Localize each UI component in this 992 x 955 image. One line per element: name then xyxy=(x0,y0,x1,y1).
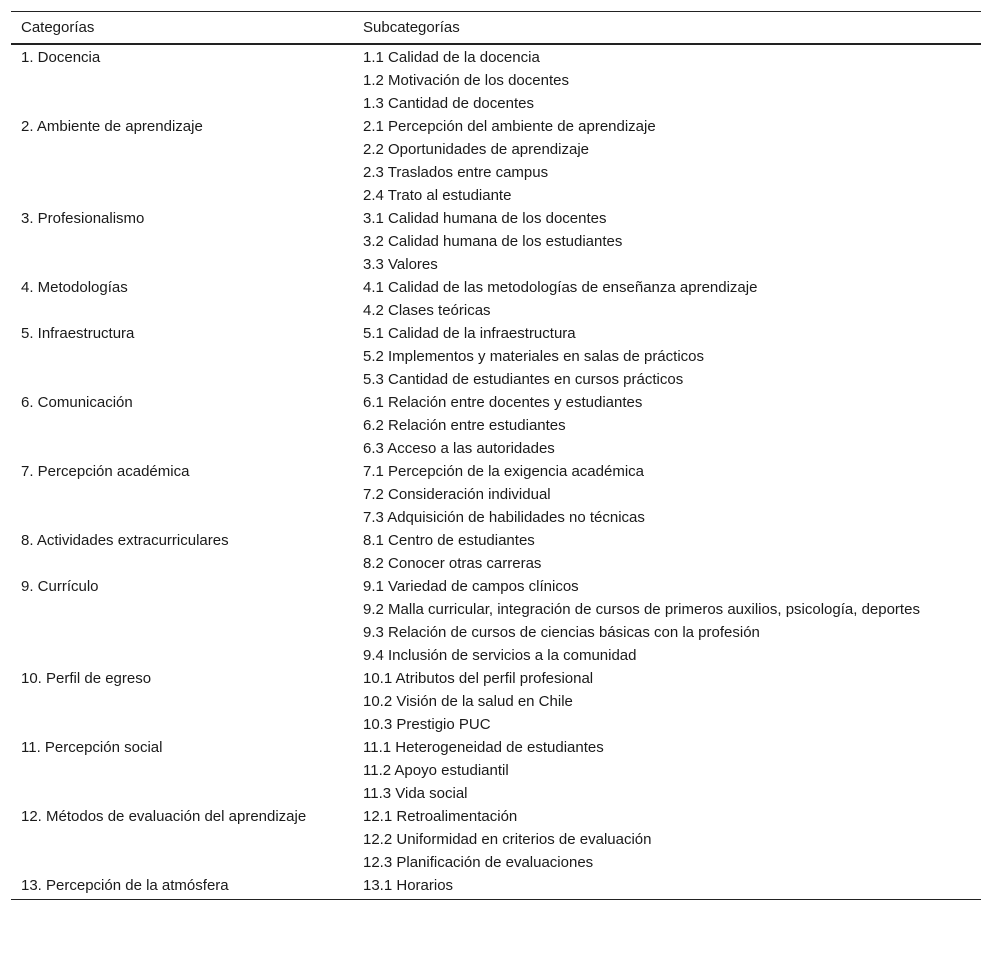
table-row xyxy=(11,851,981,874)
subcategory-cell: 4.2 Clases teóricas xyxy=(363,302,491,319)
header-subcategories: Subcategorías xyxy=(363,18,460,36)
subcategory-cell: 9.4 Inclusión de servicios a la comunidad xyxy=(363,647,637,664)
subcategory-cell: 10.2 Visión de la salud en Chile xyxy=(363,693,573,710)
subcategory-cell: 6.2 Relación entre estudiantes xyxy=(363,417,566,434)
category-cell: 2. Ambiente de aprendizaje xyxy=(21,118,203,135)
category-cell xyxy=(11,690,353,713)
table-row xyxy=(11,529,981,552)
table-row xyxy=(11,69,981,92)
table-row xyxy=(11,621,981,644)
subcategory-cell: 1.3 Cantidad de docentes xyxy=(363,95,534,112)
subcategory-cell: 7.1 Percepción de la exigencia académica xyxy=(363,463,645,480)
category-cell xyxy=(11,345,353,368)
subcategory-cell: 2.2 Oportunidades de aprendizaje xyxy=(363,141,589,158)
subcategory-cell: 10.1 Atributos del perfil profesional xyxy=(363,670,594,687)
subcategory-cell: 3.1 Calidad humana de los docentes xyxy=(363,210,607,227)
categories-table xyxy=(11,11,981,900)
subcategory-cell: 12.2 Uniformidad en criterios de evaluación xyxy=(363,831,652,848)
subcategory-cell: 12.1 Retroalimentación xyxy=(363,808,518,825)
table-row xyxy=(11,184,981,207)
table-row xyxy=(11,276,981,299)
table-row xyxy=(11,115,981,138)
subcategory-cell: 9.3 Relación de cursos de ciencias básicas con la profesión xyxy=(363,624,760,641)
table-row xyxy=(11,460,981,483)
category-cell xyxy=(11,414,353,437)
subcategory-cell: 8.2 Conocer otras carreras xyxy=(363,555,542,572)
category-cell: 6. Comunicación xyxy=(21,394,133,411)
category-cell: 5. Infraestructura xyxy=(21,325,135,342)
subcategory-cell: 6.3 Acceso a las autoridades xyxy=(363,440,555,457)
table-row xyxy=(11,138,981,161)
category-cell: 1. Docencia xyxy=(21,49,101,66)
table-row xyxy=(11,322,981,345)
category-cell xyxy=(11,161,353,184)
subcategory-cell: 2.3 Traslados entre campus xyxy=(363,164,549,181)
subcategory-cell: 11.1 Heterogeneidad de estudiantes xyxy=(363,739,604,756)
table-row xyxy=(11,874,981,900)
category-cell: 8. Actividades extracurriculares xyxy=(21,532,229,549)
subcategory-cell: 6.1 Relación entre docentes y estudiantes xyxy=(363,394,643,411)
category-cell xyxy=(11,506,353,529)
category-cell: 9. Currículo xyxy=(21,578,99,595)
category-cell xyxy=(11,782,353,805)
table-header xyxy=(11,12,981,45)
subcategory-cell: 3.2 Calidad humana de los estudiantes xyxy=(363,233,623,250)
table-row xyxy=(11,736,981,759)
category-cell: 4. Metodologías xyxy=(21,279,128,296)
subcategory-cell: 1.2 Motivación de los docentes xyxy=(363,72,569,89)
category-cell: 7. Percepción académica xyxy=(21,463,190,480)
subcategory-cell: 9.2 Malla curricular, integración de cursos de primeros auxilios, psicología, deportes xyxy=(363,601,920,618)
header-row xyxy=(11,12,981,45)
table-row xyxy=(11,299,981,322)
table-row xyxy=(11,253,981,276)
category-cell xyxy=(11,759,353,782)
table-row xyxy=(11,230,981,253)
subcategory-cell: 11.2 Apoyo estudiantil xyxy=(363,762,509,779)
subcategory-cell: 1.1 Calidad de la docencia xyxy=(363,49,540,66)
table-row xyxy=(11,437,981,460)
table-row xyxy=(11,667,981,690)
subcategory-cell: 2.1 Percepción del ambiente de aprendizaje xyxy=(363,118,656,135)
table-row xyxy=(11,644,981,667)
subcategory-cell: 7.2 Consideración individual xyxy=(363,486,551,503)
category-cell xyxy=(11,253,353,276)
table-row xyxy=(11,552,981,575)
table-row xyxy=(11,92,981,115)
category-cell xyxy=(11,552,353,575)
subcategory-cell: 7.3 Adquisición de habilidades no técnicas xyxy=(363,509,645,526)
subcategory-cell: 9.1 Variedad de campos clínicos xyxy=(363,578,579,595)
categories-table-container xyxy=(11,11,981,900)
table-row xyxy=(11,782,981,805)
subcategory-cell: 3.3 Valores xyxy=(363,256,438,273)
subcategory-cell: 4.1 Calidad de las metodologías de enseñanza aprendizaje xyxy=(363,279,758,296)
subcategory-cell: 10.3 Prestigio PUC xyxy=(363,716,491,733)
subcategory-cell: 5.2 Implementos y materiales en salas de prácticos xyxy=(363,348,704,365)
table-row xyxy=(11,345,981,368)
category-cell xyxy=(11,713,353,736)
table-row xyxy=(11,161,981,184)
table-row xyxy=(11,483,981,506)
table-row xyxy=(11,368,981,391)
subcategory-cell: 13.1 Horarios xyxy=(363,877,454,894)
category-cell: 11. Percepción social xyxy=(21,739,163,756)
category-cell xyxy=(11,437,353,460)
category-cell xyxy=(11,368,353,391)
table-row xyxy=(11,690,981,713)
category-cell: 12. Métodos de evaluación del aprendizaje xyxy=(21,808,307,825)
table-row xyxy=(11,391,981,414)
subcategory-cell: 2.4 Trato al estudiante xyxy=(363,187,512,204)
subcategory-cell: 5.1 Calidad de la infraestructura xyxy=(363,325,576,342)
subcategory-cell: 11.3 Vida social xyxy=(363,785,468,802)
table-row xyxy=(11,713,981,736)
table-row xyxy=(11,207,981,230)
category-cell xyxy=(11,184,353,207)
header-categories: Categorías xyxy=(21,18,95,36)
category-cell xyxy=(11,69,353,92)
category-cell: 10. Perfil de egreso xyxy=(21,670,152,687)
table-body xyxy=(11,44,981,900)
category-cell xyxy=(11,92,353,115)
table-row xyxy=(11,828,981,851)
table-row xyxy=(11,575,981,598)
table-row xyxy=(11,414,981,437)
category-cell xyxy=(11,644,353,667)
category-cell xyxy=(11,828,353,851)
subcategory-cell: 12.3 Planificación de evaluaciones xyxy=(363,854,594,871)
category-cell xyxy=(11,483,353,506)
category-cell: 3. Profesionalismo xyxy=(21,210,145,227)
subcategory-cell: 8.1 Centro de estudiantes xyxy=(363,532,535,549)
category-cell xyxy=(11,598,353,621)
table-row xyxy=(11,598,981,621)
category-cell xyxy=(11,230,353,253)
category-cell xyxy=(11,621,353,644)
category-cell xyxy=(11,299,353,322)
table-row xyxy=(11,44,981,69)
subcategory-cell: 5.3 Cantidad de estudiantes en cursos prácticos xyxy=(363,371,684,388)
category-cell xyxy=(11,138,353,161)
category-cell xyxy=(11,851,353,874)
table-row xyxy=(11,506,981,529)
category-cell: 13. Percepción de la atmósfera xyxy=(21,877,229,894)
table-row xyxy=(11,805,981,828)
table-row xyxy=(11,759,981,782)
